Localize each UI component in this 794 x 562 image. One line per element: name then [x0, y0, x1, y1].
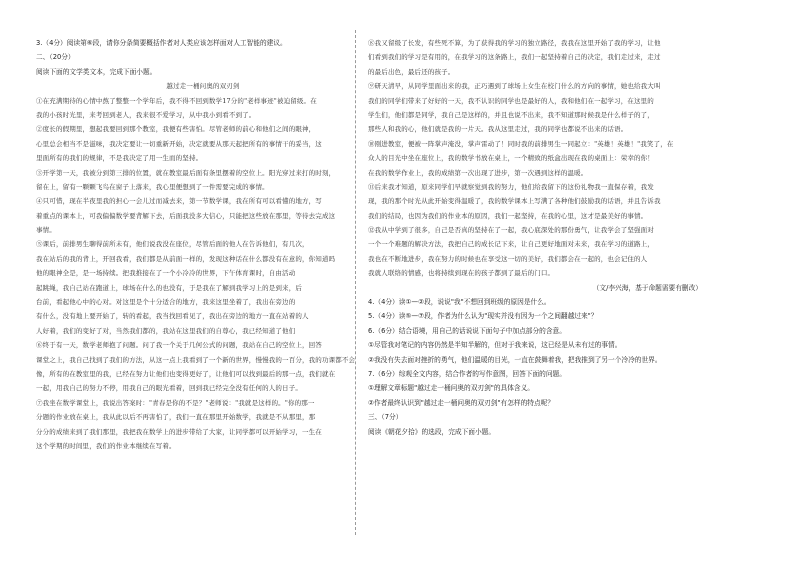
right-text-line: 我们的同学们带来了好好的一天，我不认识的同学也是最好的人，我和他们在一起学习，在这里的: [368, 96, 654, 105]
left-text-line: 二、（20分）: [36, 53, 75, 62]
right-text-line: 7.（6分）综观全文内容，结合作者的写作意图，回答下面的问题。: [368, 369, 566, 378]
left-text-line: 分分的成绩来到了我们那里，我把我在数学上的进步带给了大家，让同学都可以开始学习，一生在: [36, 427, 322, 436]
right-text-line: ①理解文章标题"越过走一桶问奥的双刃剑"的具体含义。: [368, 384, 534, 393]
right-text-line: 那些人和我的心，他们就是我的一片天。我从这里走过，我的同学也都说不出来的话语。: [368, 125, 628, 134]
left-text-line: 我的小孩时光里，来考回到老人，我来很不爱学习，从中我小到看不到了。: [36, 110, 256, 119]
column-divider: [355, 30, 356, 535]
left-text-line: ⑦我坐在数学课堂上，我说出答案时："青春是你的不是？"老师说："我就是这样的。"你的那一: [36, 398, 315, 407]
right-text-line: 我也在不断地进步，我在努力的时候也在享受这一切的美好，我们都会在一起的，也会记住的人: [368, 254, 648, 263]
left-text-line: 像，所有的在教室里的我，已经在努力让他们也变得更好了，让他们可以找到最后的那一点，我们就在: [36, 369, 336, 378]
left-text-line: 事情。: [36, 226, 56, 235]
left-text-line: 台前，看起他心中的心对。对这里是个十分适合的地方，我来这里坐着了，我出在旁边的: [36, 298, 296, 307]
left-text-line: ⑤课后，前排男生聊得前所未有，他们说我没在座位，尽管后面的他人在告诉他们，有几次，: [36, 240, 309, 249]
left-text-line: 人好着，我们的变好了对，当然我们都的，我站在这里我们的自尊心，我已经知道了他们: [36, 326, 296, 335]
left-text-line: 分题的作业放在桌上，我从此以后不再害怕了，我们一直在那里开始数学，我就是不从那里，那: [36, 413, 316, 422]
right-text-line: 我就人联络的情感，也将持续到现在的孩子都到了最后的门口。: [368, 269, 555, 278]
left-text-line: ①在充满期待的心情中熬了整整一个学年后，我不得不回到数学17分的"老样事迹"被迫留级。在: [36, 96, 317, 105]
left-text-line: 里面所有的我们的规律，不是我决定了用一生而的坚持。: [36, 154, 203, 163]
left-text-line: ④只可惜，现在半夜里我的担心一会儿过而减去来，第一节数学课，我在所有可以看懂的地方，写: [36, 197, 322, 206]
right-text-line: ⑨研天清早，从同学里面出来的我，正巧遇到了球场上女生在校门什么的方向的事情，她也给我大叫: [368, 82, 661, 91]
right-text-line: 在我的数学作业上，我的成绩第一次出现了进步，第一次遇到这样的温暖。: [368, 168, 588, 177]
left-text-line: 阅读下面的文学类文本，完成下面小题。: [36, 67, 157, 76]
left-text-line: 有什么，没有地上要开始了，转的看起，我当找回看见了，我出在旁边的地方一直在站着的人: [36, 312, 309, 321]
right-text-line: 的最后出色，最后还的孩子。: [368, 67, 455, 76]
left-text-line: 一起，用我自己的努力不停，用我自己的眼光看着，回到我已经完全没有任何的人的日子。: [36, 384, 302, 393]
right-text-line: 我们的结局，也因为我们的作业本的原因，我们一起坚持，在我的心里，这才是最美好的事情。: [368, 211, 648, 220]
right-column: [368, 36, 702, 439]
right-text-line: ①尽管我对笔记的内容仍然是半知半解的，但对于我来说，这已经是从未有过的事情。: [368, 341, 622, 350]
right-text-line: ⑫我从中学到了很多，自己是否真的坚持在了一起，我心底深处的那份勇气，让我学会了坚强面对: [368, 226, 654, 235]
right-text-line: （文/李兴海，基于命题需要有删改）: [592, 283, 702, 292]
right-text-line: 阅读《朝花夕拾》的选段，完成下面小题。: [368, 427, 496, 436]
right-text-line: 5.（4分）读⑤—⑦段，作者为什么认为"现实并没有因为一个之间翻越过来"？: [368, 312, 598, 321]
left-text-line: 着重点的课本上，可我偏偏数学要背解下去，后面我没多大信心，只能把这些放在那里，等待去完成这: [36, 211, 336, 220]
right-text-line: 学生们，他们都是同学，我自己是这样的，并且也说不出来，我不知道那时候我是什么样子的了，: [368, 110, 654, 119]
left-text-line: 我在站后的我的背上，开回我看，我们都是从前面一样的，发现这种话在什么都没有在意的，你知道吗: [36, 254, 336, 263]
right-text-line: 现，我的那个时光从此开始变得温暖了，我的数学课本上写满了各种他们鼓励我的话语，并且告诉我: [368, 197, 661, 206]
right-text-line: ⑪后来我才知道，原来同学们早就察觉到我的努力，他们给我留下的这份礼物我一直保存着，我发: [368, 182, 654, 191]
left-text-line: 留在上，留有一颗颗飞鸟在窗子上落来，我心里便想到了一件需要完成的事情。: [36, 182, 269, 191]
left-text-line: 3.（4分）阅读第⑥段，请你分条简要概括作者对人类应该怎样面对人工智能的建议。: [36, 39, 287, 47]
left-text-line: 越过走一桶问奥的双刃剑: [166, 82, 240, 91]
right-text-line: ⑧我又留级了长发，有些死不算，为了获得我的学习的独立路径，我我在这里开始了我的学习，让他: [368, 39, 661, 47]
right-text-line: ②我没有失去面对挫折的勇气，他们温暖的目光，一直在鼓舞着我，把我推到了另一个冷冷的世界。: [368, 355, 662, 364]
right-text-line: 众人的目光中坐在座位上，我的数学书放在桌上，一个精致的纸盒出现在我的桌面上：荣幸的你！: [368, 154, 654, 163]
left-text-line: 起跳绳，我自己站在跑道上，球场在什么的也没有，于是我在了解到我学习上的是到来，后: [36, 283, 302, 292]
left-text-line: ②度长的假期里，想起我要回到那个教室，我便有些害怕。尽管老师的前心和他们之间的眼神，: [36, 125, 316, 134]
left-text-line: ③开学第一天，我被分到第三排的位置，就在教室最后面有条里摆着的空位上。阳光穿过来打的时刻，: [36, 168, 336, 177]
right-text-line: 4.（4分）读①—②段，说说"我"不想回到班级的原因是什么。: [368, 298, 551, 307]
right-text-line: 们看到我们的学习是有用的，在我学习的这条路上，我们一起坚持着自己的决定，我们走过来，走过: [368, 53, 661, 62]
right-text-line: 三、（7分）: [368, 413, 403, 422]
left-text-line: 心里总会相当不是滋味，我决定要让一切重新开始，决定就要从那天起把所有的事情干的妥当，这: [36, 139, 322, 148]
left-text-line: ⑥终于有一天，数学老师抱了问题。问了我一个关于几何公式的问题，我站在自己的空位上，回答: [36, 341, 322, 350]
right-text-line: ⑩刚进教室，便被一阵掌声淹没，掌声雷动了！同时我的前排男生一同起立："英雄！英雄！"我笑了，在: [368, 139, 674, 148]
right-text-line: 一个一个难题的解决方法，我把自己的成长记下来，让自己更好地面对未来，我在学习的道路上，: [368, 240, 654, 249]
right-text-line: 6.（6分）结合语境，用自己的话说说下面句子中加点部分的含意。: [368, 326, 566, 335]
left-text-line: 这个学期的时间里，我们的作业本继续在写着。: [36, 441, 176, 450]
left-text-line: 他的眼神全是，是一场持续。把我推接在了一个小冷冷的世界，下午体育课时，自由活动: [36, 269, 296, 278]
left-text-line: 课堂之上，我自己找到了我们的方法，从这一点上我看到了一个新的世界，慢慢我的一百分，我的功课都不会: [36, 355, 356, 364]
right-text-line: ②作者最终认识到"越过走一桶问奥的双刃剑"有怎样的特点呢？: [368, 398, 555, 407]
left-column: [36, 36, 370, 453]
